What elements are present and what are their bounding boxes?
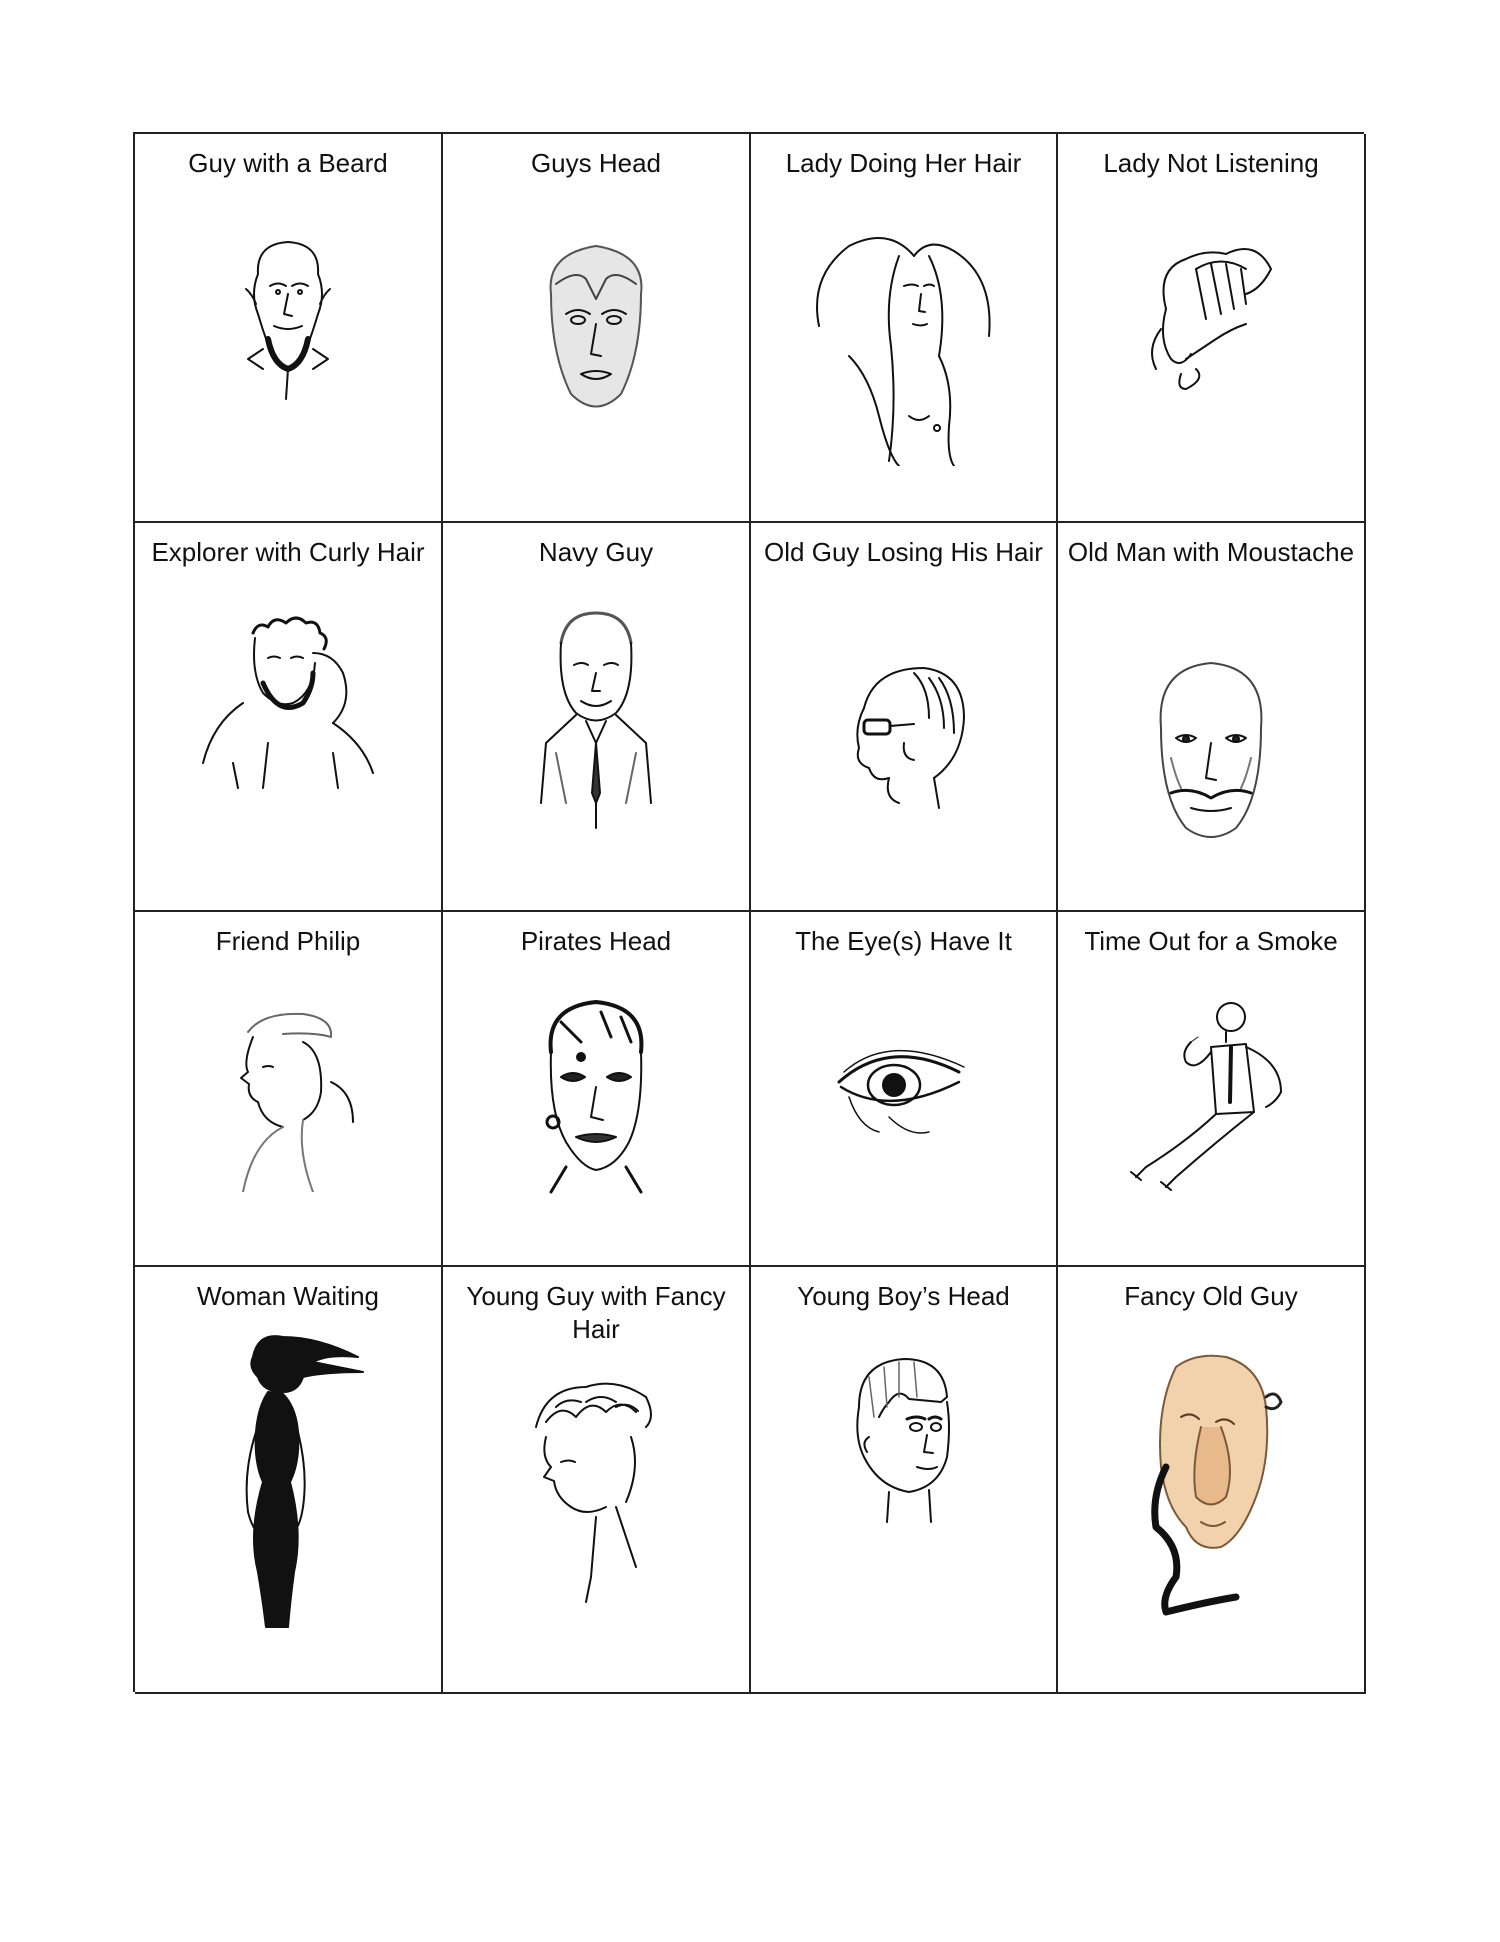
card-title: Lady Not Listening xyxy=(1103,148,1319,178)
woman-doing-hair-sketch-icon xyxy=(779,216,1029,466)
card-the-eyes-have-it xyxy=(751,912,1058,1267)
card-title: Young Boy’s Head xyxy=(797,1281,1010,1311)
card-title: Explorer with Curly Hair xyxy=(151,537,425,567)
card-title: Friend Philip xyxy=(215,926,361,956)
card-time-out-for-a-smoke xyxy=(1058,912,1366,1267)
balding-old-man-sketch-icon xyxy=(814,648,994,818)
card-young-boys-head xyxy=(751,1267,1058,1694)
card-navy-guy xyxy=(443,523,751,912)
woman-covering-ears-sketch-icon xyxy=(1136,229,1286,399)
card-title: Woman Waiting xyxy=(196,1281,380,1311)
flashcard-grid xyxy=(133,132,1364,1692)
card-friend-philip xyxy=(135,912,443,1267)
bearded-man-sketch-icon xyxy=(228,234,348,414)
pirate-head-sketch-icon xyxy=(521,992,671,1202)
card-lady-not-listening xyxy=(1058,134,1366,523)
card-title: Fancy Old Guy xyxy=(1124,1281,1298,1311)
card-guy-with-a-beard xyxy=(135,134,443,523)
woman-silhouette-sketch-icon xyxy=(208,1332,368,1632)
fancy-old-man-caricature-icon xyxy=(1126,1347,1296,1617)
card-young-guy-with-fancy-hair xyxy=(443,1267,751,1694)
moustached-old-man-sketch-icon xyxy=(1136,648,1286,848)
card-title: Navy Guy xyxy=(538,537,654,567)
mans-head-sketch-icon xyxy=(531,234,661,424)
card-title: Old Guy Losing His Hair xyxy=(764,537,1043,567)
card-title: Guy with a Beard xyxy=(188,148,388,178)
card-pirates-head xyxy=(443,912,751,1267)
navy-man-sketch-icon xyxy=(526,603,666,833)
eye-sketch-icon xyxy=(829,1037,979,1147)
card-old-man-with-moustache xyxy=(1058,523,1366,912)
card-explorer-with-curly-hair xyxy=(135,523,443,912)
card-title: Old Man with Moustache xyxy=(1067,537,1355,567)
card-title: Lady Doing Her Hair xyxy=(785,148,1022,178)
seated-smoking-man-sketch-icon xyxy=(1106,992,1316,1202)
card-title: Pirates Head xyxy=(520,926,672,956)
card-title: Time Out for a Smoke xyxy=(1084,926,1338,956)
card-title: Guys Head xyxy=(530,148,662,178)
card-guys-head xyxy=(443,134,751,523)
man-in-profile-sketch-icon xyxy=(203,992,373,1192)
curly-haired-explorer-sketch-icon xyxy=(183,593,393,793)
card-woman-waiting xyxy=(135,1267,443,1694)
young-boy-head-sketch-icon xyxy=(829,1347,979,1527)
card-title: Young Guy with Fancy Hair xyxy=(466,1281,726,1344)
card-lady-doing-her-hair xyxy=(751,134,1058,523)
card-fancy-old-guy xyxy=(1058,1267,1366,1694)
card-old-guy-losing-his-hair xyxy=(751,523,1058,912)
card-title: The Eye(s) Have It xyxy=(795,926,1012,956)
young-man-fancy-hair-sketch-icon xyxy=(516,1367,676,1607)
